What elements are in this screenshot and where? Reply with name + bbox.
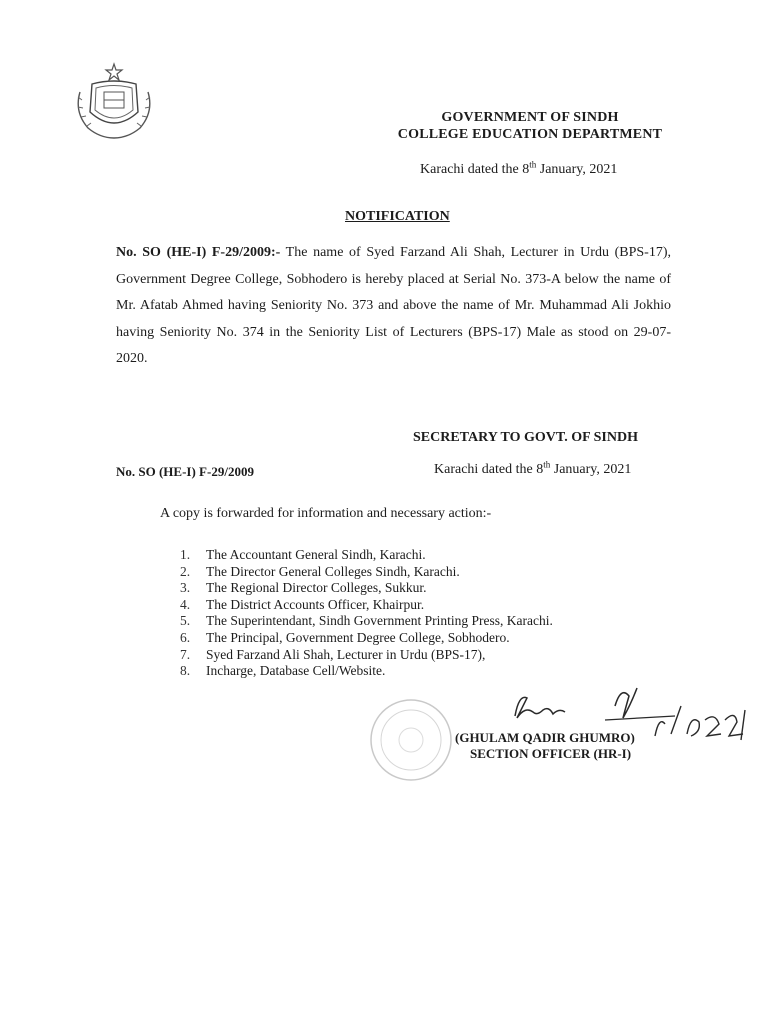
- forward-date: Karachi dated the 8th January, 2021: [434, 459, 632, 477]
- header-department: COLLEGE EDUCATION DEPARTMENT: [397, 127, 663, 142]
- list-item: 7. Syed Farzand Ali Shah, Lecturer in Urdu (BPS-17),: [180, 646, 486, 662]
- recipients-list: [180, 547, 553, 680]
- list-item: 8. Incharge, Database Cell/Website.: [180, 663, 386, 679]
- list-item: 2. The Director General Colleges Sindh, Karachi.: [180, 563, 460, 579]
- list-item: 5. The Superintendant, Sindh Government Printing Press, Karachi.: [180, 613, 553, 629]
- copy-forward-line: A copy is forwarded for information and necessary action:-: [160, 506, 492, 521]
- signatory-designation: SECTION OFFICER (HR-I): [470, 746, 632, 761]
- date-line: Karachi dated the 8th January, 2021: [420, 159, 618, 177]
- notification-title: NOTIFICATION: [345, 209, 450, 224]
- signatory-name: (GHULAM QADIR GHUMRO): [455, 730, 635, 745]
- sindh-government-emblem-icon: [70, 62, 154, 146]
- list-item: 3. The Regional Director Colleges, Sukkur.: [180, 580, 427, 596]
- list-item: 4. The District Accounts Officer, Khairpur.: [180, 596, 425, 612]
- office-seal-stamp-icon: [368, 697, 454, 783]
- reference-number: No. SO (HE-I) F-29/2009:-: [116, 245, 281, 260]
- list-item: 6. The Principal, Government Degree College, Sobhodero.: [180, 629, 510, 645]
- notification-body: [116, 240, 671, 373]
- forward-reference: No. SO (HE-I) F-29/2009: [116, 464, 254, 479]
- list-item: 1. The Accountant General Sindh, Karachi.: [180, 547, 426, 562]
- notification-text: The name of Syed Farzand Ali Shah, Lecturer in Urdu (BPS-17), Government Degree College, Sobhodero is hereby placed at Serial No. 373-A below the name of Mr. Afatab Ahmed having Seniority No. 373 and above the name of Mr. Muhammad Ali Jokhio having Seniority No. 374 in the Seniority List of Lecturers (BPS-17) Male as stood on 29-07-2020.: [116, 245, 671, 366]
- header-government: GOVERNMENT OF SINDH: [441, 110, 619, 125]
- secretary-title: SECRETARY TO GOVT. OF SINDH: [413, 430, 638, 445]
